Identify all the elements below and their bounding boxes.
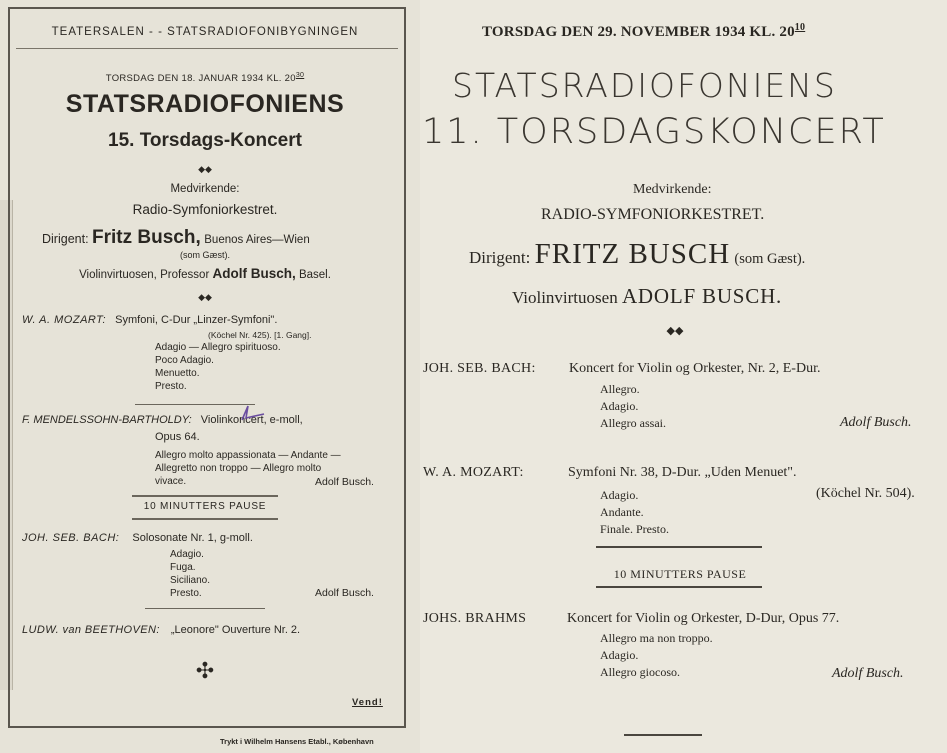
right-participants-label: Medvirkende: [633,182,712,197]
left-orchestra: Radio-Symfoniorkestret. [132,202,278,217]
right-bach-soloist: Adolf Busch. [840,415,912,430]
right-soloist-line: Violinvirtuosen ADOLF BUSCH. [512,284,783,308]
left-program-item-beethoven: LUDW. van BEETHOVEN: „Leonore" Ouverture Nr. 2. [22,624,301,636]
left-bach-movements: Adagio. Fuga. Siciliano. Presto. [170,549,211,599]
left-pause-rule-bottom [132,518,278,520]
right-composer-mozart: W. A. MOZART: [423,465,524,480]
right-soloist-name: ADOLF BUSCH. [621,284,783,308]
left-mendelssohn-soloist: Adolf Busch. [315,476,374,488]
left-program-item-mozart: W. A. MOZART: Symfoni, C-Dur „Linzer-Symfoni". [22,314,278,326]
left-pause-rule-top [132,495,278,497]
left-mendelssohn-note: Opus 64. [155,431,200,443]
left-title: STATSRADIOFONIENS [65,90,345,118]
right-pause: 10 MINUTTERS PAUSE [613,567,747,581]
left-turn-page: Vend! [352,697,383,708]
right-bach-movements: Allegro. Adagio. Allegro assai. [600,382,666,430]
left-subtitle: 15. Torsdags-Koncert [108,130,302,151]
right-subtitle: 11. TORSDAGSKONCERT [422,112,886,152]
right-work-brahms: Koncert for Violin og Orkester, D-Dur, Opus 77. [567,611,840,626]
right-ornament: ◆◆ [666,325,684,337]
left-conductor-name: Fritz Busch, [92,227,201,248]
right-date: TORSDAG DEN 29. NOVEMBER 1934 KL. $20^{10}$ [482,22,806,40]
right-brahms-movements: Allegro ma non troppo. Adagio. Allegro giocoso. [600,631,713,679]
right-mozart-note: (Köchel Nr. 504). [816,486,915,501]
right-end-rule [624,734,702,736]
left-soloist-name: Adolf Busch, [212,266,296,281]
left-pause: 10 MINUTTERS PAUSE [143,501,267,512]
left-mozart-note: (Köchel Nr. 425). [1. Gang]. [208,330,312,340]
left-program-item-bach: JOH. SEB. BACH: Solosonate Nr. 1, g-moll. [22,532,253,544]
right-pause-rule-top [596,546,762,548]
left-soloist-line: Violinvirtuosen, Professor Adolf Busch, Basel. [79,266,331,281]
right-work-mozart: Symfoni Nr. 38, D-Dur. „Uden Menuet". [568,465,797,480]
left-date: TORSDAG DEN 18. JANUAR 1934 KL. $20^{30}$ [105,72,305,85]
left-mozart-movements: Adagio — Allegro spirituoso. Poco Adagio. Menuetto. Presto. [155,342,281,392]
left-conductor-line: Dirigent: Fritz Busch, Buenos Aires—Wien [42,227,310,248]
right-programme-sheet [420,0,947,753]
left-program-item-mendelssohn: F. MENDELSSOHN-BARTHOLDY: Violinkoncert, e-moll, [22,414,303,426]
right-brahms-soloist: Adolf Busch. [832,666,904,681]
left-venue-rule [16,48,398,49]
left-divider-2 [145,608,265,609]
left-programme-sheet [0,0,420,753]
left-printer: Trykt i Wilhelm Hansens Etabl., København [220,737,374,746]
right-pause-rule-bottom [596,586,762,588]
left-divider-1 [135,404,255,405]
left-venue: TEATERSALEN - - STATSRADIOFONIBYGNINGEN [51,26,359,38]
right-composer-brahms: JOHS. BRAHMS [423,611,527,626]
left-ornament-1: ◆◆ [198,164,212,174]
fleuron-icon: ✣ [195,658,215,683]
left-ornament-2: ◆◆ [198,292,212,302]
right-mozart-movements: Adagio. Andante. Finale. Presto. [600,488,669,536]
left-mendelssohn-movements: Allegro molto appassionata — Andante — Allegretto non troppo — Allegro molto vivace. [155,450,341,487]
right-title: STATSRADIOFONIENS [452,66,837,105]
right-orchestra: RADIO-SYMFONIORKESTRET. [541,206,765,223]
left-bach-soloist: Adolf Busch. [315,587,374,599]
pencil-mark-icon [238,402,268,424]
left-conductor-note: (som Gæst). [179,250,230,260]
right-composer-bach: JOH. SEB. BACH: [423,361,536,376]
right-work-bach: Koncert for Violin og Orkester, Nr. 2, E-Dur. [569,361,821,376]
left-participants-label: Medvirkende: [170,183,240,195]
right-conductor-name: FRITZ BUSCH [534,238,731,270]
right-conductor-line: Dirigent: FRITZ BUSCH (som Gæst). [469,238,806,270]
